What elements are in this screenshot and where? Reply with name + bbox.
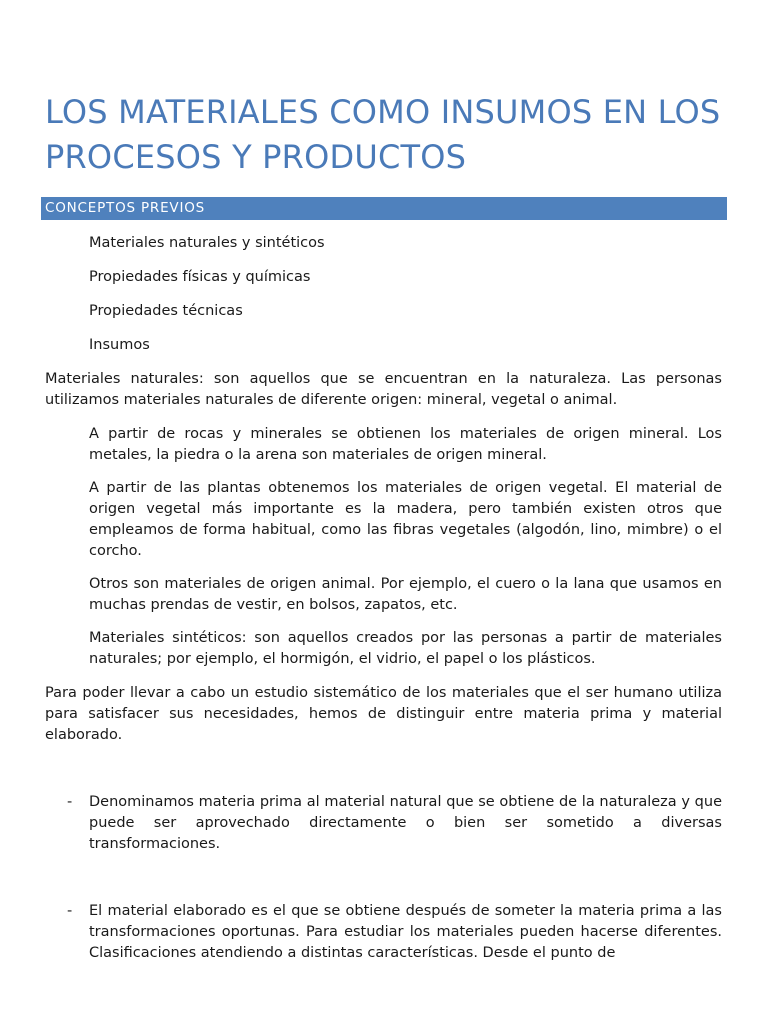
concept-item: Propiedades físicas y químicas bbox=[89, 269, 311, 285]
concept-item: Propiedades técnicas bbox=[89, 303, 243, 319]
paragraph-estudio: Para poder llevar a cabo un estudio sistemático de los materiales que el ser humano utiliza para satisfacer sus necesidades, hemos de distinguir entre materia prima y material elaborado. bbox=[45, 685, 722, 743]
section-heading: CONCEPTOS PREVIOS bbox=[41, 197, 727, 220]
paragraph-naturales: Materiales naturales: son aquellos que se encuentran en la naturaleza. Las personas utilizamos materiales naturales de diferente origen: mineral, vegetal o animal. bbox=[45, 371, 722, 408]
concept-item: Materiales naturales y sintéticos bbox=[89, 235, 325, 251]
bullet-marker: - bbox=[67, 903, 73, 919]
bullet-materia-prima: Denominamos materia prima al material natural que se obtiene de la naturaleza y que puede ser aprovechado directamente o bien ser sometido a diversas transformaciones. bbox=[89, 794, 722, 852]
paragraph-sinteticos: Materiales sintéticos: son aquellos creados por las personas a partir de materiales naturales; por ejemplo, el hormigón, el vidrio, el papel o los plásticos. bbox=[89, 630, 722, 667]
paragraph-vegetal: A partir de las plantas obtenemos los materiales de origen vegetal. El material de origen vegetal más importante es la madera, pero también existen otros que empleamos de forma habitual, como las fibras vegetales (algodón, lino, mimbre) o el corcho. bbox=[89, 480, 722, 559]
bullet-marker: - bbox=[67, 794, 73, 810]
bullet-material-elaborado: El material elaborado es el que se obtiene después de someter la materia prima a las transformaciones oportunas. Para estudiar los materiales pueden hacerse diferentes. Clasificaciones atendiendo a distintas características. Desde el punto de bbox=[89, 903, 722, 961]
concept-item: Insumos bbox=[89, 337, 150, 353]
paragraph-mineral: A partir de rocas y minerales se obtienen los materiales de origen mineral. Los metales, la piedra o la arena son materiales de origen mineral. bbox=[89, 426, 722, 463]
paragraph-animal: Otros son materiales de origen animal. Por ejemplo, el cuero o la lana que usamos en muchas prendas de vestir, en bolsos, zapatos, etc. bbox=[89, 576, 722, 613]
document-title: LOS MATERIALES COMO INSUMOS EN LOS PROCESOS Y PRODUCTOS bbox=[45, 93, 721, 176]
